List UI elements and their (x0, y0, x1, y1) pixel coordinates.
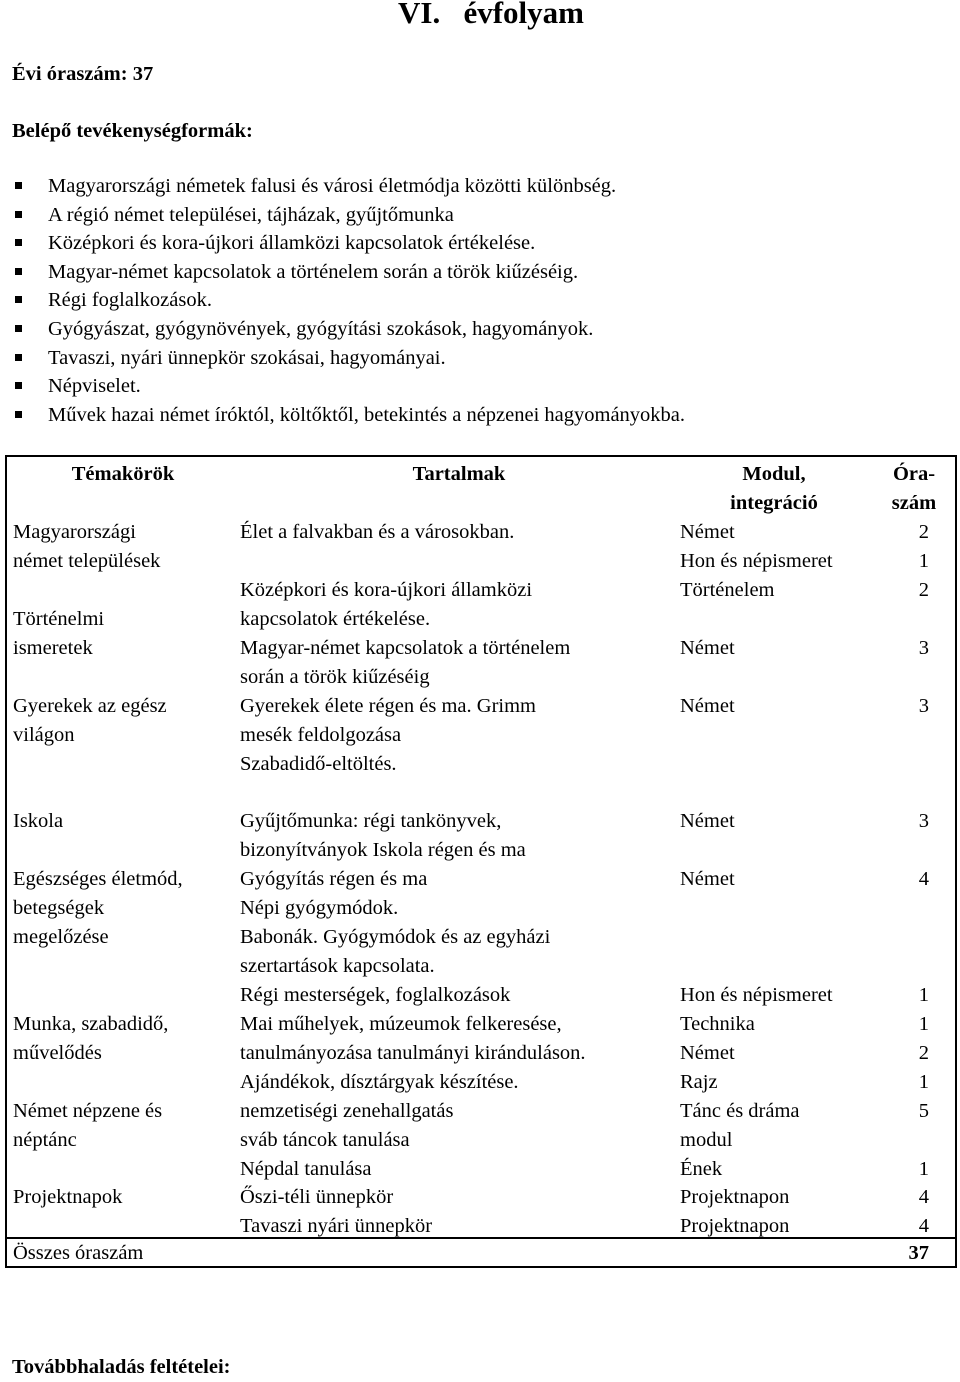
list-item: Gyógyászat, gyógynövények, gyógyítási szokások, hagyományok. (12, 315, 685, 344)
header-hours: Óra- (892, 463, 936, 485)
list-item: Népviselet. (12, 372, 685, 401)
bullet-square-icon (15, 325, 22, 332)
header-contents: Tartalmak (412, 463, 506, 485)
bullet-square-icon (15, 268, 22, 275)
module-project-days: Projektnapon Projektnapon (680, 1186, 790, 1237)
module-folk-music: Tánc és dráma modul Ének (680, 1100, 800, 1180)
header-integration: integráció (730, 492, 818, 514)
bullet-square-icon (15, 182, 22, 189)
list-item: Művek hazai német íróktól, költőktől, betekintés a népzenei hagyományokba. (12, 401, 685, 430)
content-villages: Élet a falvakban és a városokban. (240, 521, 515, 543)
hours-school: 3 (918, 810, 929, 832)
list-item: Magyar-német kapcsolatok a történelem során a török kiűzéséig. (12, 258, 685, 287)
total-label: Összes óraszám (13, 1242, 144, 1264)
bullet-square-icon (15, 239, 22, 246)
topic-history: Történelmi ismeretek (13, 608, 105, 659)
hours-folk-music: 5 1 (918, 1100, 929, 1180)
bullet-square-icon (15, 411, 22, 418)
header-module: Modul, (742, 463, 806, 485)
topic-health: Egészséges életmód, betegségek megelőzése (13, 868, 183, 948)
list-item: A régió német települései, tájházak, gyűjtőmunka (12, 201, 685, 230)
topic-villages: Magyarországi német települések (13, 521, 161, 572)
hours-history: 2 3 (918, 579, 929, 659)
entry-activities-heading: Belépő tevékenységformák: (12, 120, 253, 142)
topic-children: Gyerekek az egész világon (13, 695, 167, 746)
topic-school: Iskola (13, 810, 64, 832)
module-children: Német (680, 695, 735, 717)
content-history: Középkori és kora-újkori államközi kapcsolatok értékelése. Magyar-német kapcsolatok a történelem során a török kiűzéséig (240, 579, 571, 688)
module-history: Történelem Német (680, 579, 775, 659)
list-item: Tavaszi, nyári ünnepkör szokásai, hagyományai. (12, 344, 685, 373)
hours-health: 4 (918, 868, 929, 890)
annual-hours: Évi óraszám: 37 (12, 63, 154, 85)
bullet-square-icon (15, 211, 22, 218)
list-item: Magyarországi németek falusi és városi életmódja közötti különbség. (12, 172, 685, 201)
entry-activities-list (12, 172, 685, 429)
content-school: Gyűjtőmunka: régi tankönyvek, bizonyítványok Iskola régen és ma (240, 810, 526, 861)
topics-table (5, 455, 957, 1268)
list-item: Régi foglalkozások. (12, 286, 685, 315)
total-row (7, 1237, 955, 1270)
next-section-heading: Továbbhaladás feltételei: (12, 1356, 231, 1378)
page-title: VI. évfolyam (398, 0, 584, 30)
content-children: Gyerekek élete régen és ma. Grimm mesék feldolgozása Szabadidő-eltöltés. (240, 695, 536, 775)
topic-work: Munka, szabadidő, művelődés (13, 1013, 169, 1064)
topic-project-days: Projektnapok (13, 1186, 123, 1208)
hours-work: 1 1 2 1 (918, 984, 929, 1093)
bullet-square-icon (15, 382, 22, 389)
header-topics: Témakörök (71, 463, 175, 485)
topic-folk-music: Német népzene és néptánc (13, 1100, 163, 1151)
hours-project-days: 4 4 (918, 1186, 929, 1237)
content-health: Gyógyítás régen és ma Népi gyógymódok. Babonák. Gyógymódok és az egyházi szertartások kapcsolata. (240, 868, 551, 977)
total-value: 37 (908, 1242, 929, 1264)
content-work: Régi mesterségek, foglalkozások Mai műhelyek, múzeumok felkeresése, tanulmányozása tanulmányi kiránduláson. Ajándékok, dísztárgyak készítése. (240, 984, 586, 1093)
bullet-square-icon (15, 354, 22, 361)
header-hours-suffix: szám (891, 492, 937, 514)
list-item: Középkori és kora-újkori államközi kapcsolatok értékelése. (12, 229, 685, 258)
hours-villages: 2 1 (918, 521, 929, 572)
hours-children: 3 (918, 695, 929, 717)
module-school: Német (680, 810, 735, 832)
module-work: Hon és népismeret Technika Német Rajz (680, 984, 833, 1093)
bullet-square-icon (15, 296, 22, 303)
content-project-days: Őszi-téli ünnepkör Tavaszi nyári ünnepkör (240, 1186, 433, 1237)
module-villages: Német Hon és népismeret (680, 521, 833, 572)
module-health: Német (680, 868, 735, 890)
content-folk-music: nemzetiségi zenehallgatás sváb táncok tanulása Népdal tanulása (240, 1100, 454, 1180)
